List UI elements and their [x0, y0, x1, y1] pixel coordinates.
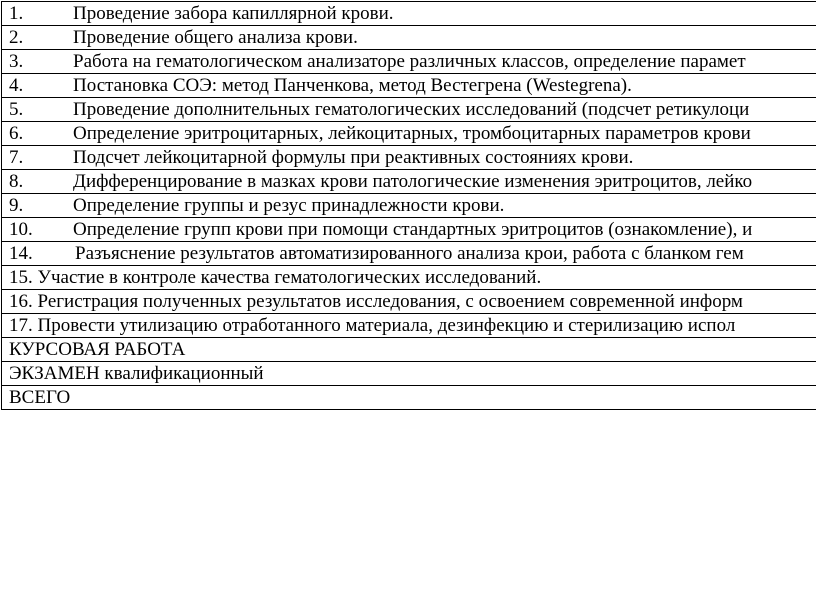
row-text: Определение эритроцитарных, лейкоцитарных, тромбоцитарных параметров крови: [73, 123, 751, 144]
table-cell: КУРСОВАЯ РАБОТА: [2, 338, 816, 362]
table-cell: [2, 242, 816, 266]
table-row: [2, 2, 816, 26]
row-number: 1.: [9, 3, 24, 24]
table-cell: [2, 122, 816, 146]
table-row: [2, 338, 816, 362]
table-cell: [2, 170, 816, 194]
row-number: 5.: [9, 99, 24, 120]
row-number: 6.: [9, 123, 24, 144]
row-text: Постановка СОЭ: метод Панченкова, метод Вестегрена (Westegrena).: [73, 75, 632, 96]
row-number: 14.: [9, 243, 33, 264]
table-row: [2, 242, 816, 266]
row-text: Разъяснение результатов автоматизированного анализа крои, работа с бланком гем: [75, 243, 744, 264]
table-row: [2, 146, 816, 170]
row-text: Проведение забора капиллярной крови.: [73, 3, 394, 24]
table-row: [2, 194, 816, 218]
row-text: Дифференцирование в мазках крови патологические изменения эритроцитов, лейко: [73, 171, 753, 192]
table-cell: 17. Провести утилизацию отработанного материала, дезинфекцию и стерилизацию испол: [2, 314, 816, 338]
table-cell: [2, 74, 816, 98]
row-number: 10.: [9, 219, 33, 240]
table-row: [2, 26, 816, 50]
row-number: 8.: [9, 171, 24, 192]
table-cell: ЭКЗАМЕН квалификационный: [2, 362, 816, 386]
table-cell: [2, 2, 816, 26]
row-text: Определение групп крови при помощи стандартных эритроцитов (ознакомление), и: [73, 219, 753, 240]
table-cell: [2, 146, 816, 170]
table-row: [2, 386, 816, 410]
row-number: 4.: [9, 75, 24, 96]
table-row: [2, 290, 816, 314]
table-row: [2, 314, 816, 338]
table-cell: 16. Регистрация полученных результатов исследования, с освоением современной информ: [2, 290, 816, 314]
table-cell: [2, 26, 816, 50]
table-row: [2, 122, 816, 146]
row-text: Работа на гематологическом анализаторе различных классов, определение парамет: [73, 51, 746, 72]
row-number: 7.: [9, 147, 24, 168]
row-text: Подсчет лейкоцитарной формулы при реактивных состояниях крови.: [73, 147, 634, 168]
table-cell: [2, 194, 816, 218]
table-row: [2, 50, 816, 74]
table-cell: [2, 50, 816, 74]
row-number: 2.: [9, 27, 24, 48]
table-cell: 15. Участие в контроле качества гематологических исследований.: [2, 266, 816, 290]
row-text: Проведение общего анализа крови.: [73, 27, 358, 48]
table-row: [2, 218, 816, 242]
practice-table: [1, 1, 816, 410]
table-row: [2, 266, 816, 290]
table-cell: ВСЕГО: [2, 386, 816, 410]
table-row: [2, 362, 816, 386]
row-number: 3.: [9, 51, 24, 72]
table-cell: [2, 98, 816, 122]
table-row: [2, 98, 816, 122]
row-number: 9.: [9, 195, 24, 216]
table-row: [2, 74, 816, 98]
table-cell: [2, 218, 816, 242]
table-row: [2, 170, 816, 194]
row-text: Проведение дополнительных гематологических исследований (подсчет ретикулоци: [73, 99, 750, 120]
row-text: Определение группы и резус принадлежности крови.: [73, 195, 505, 216]
